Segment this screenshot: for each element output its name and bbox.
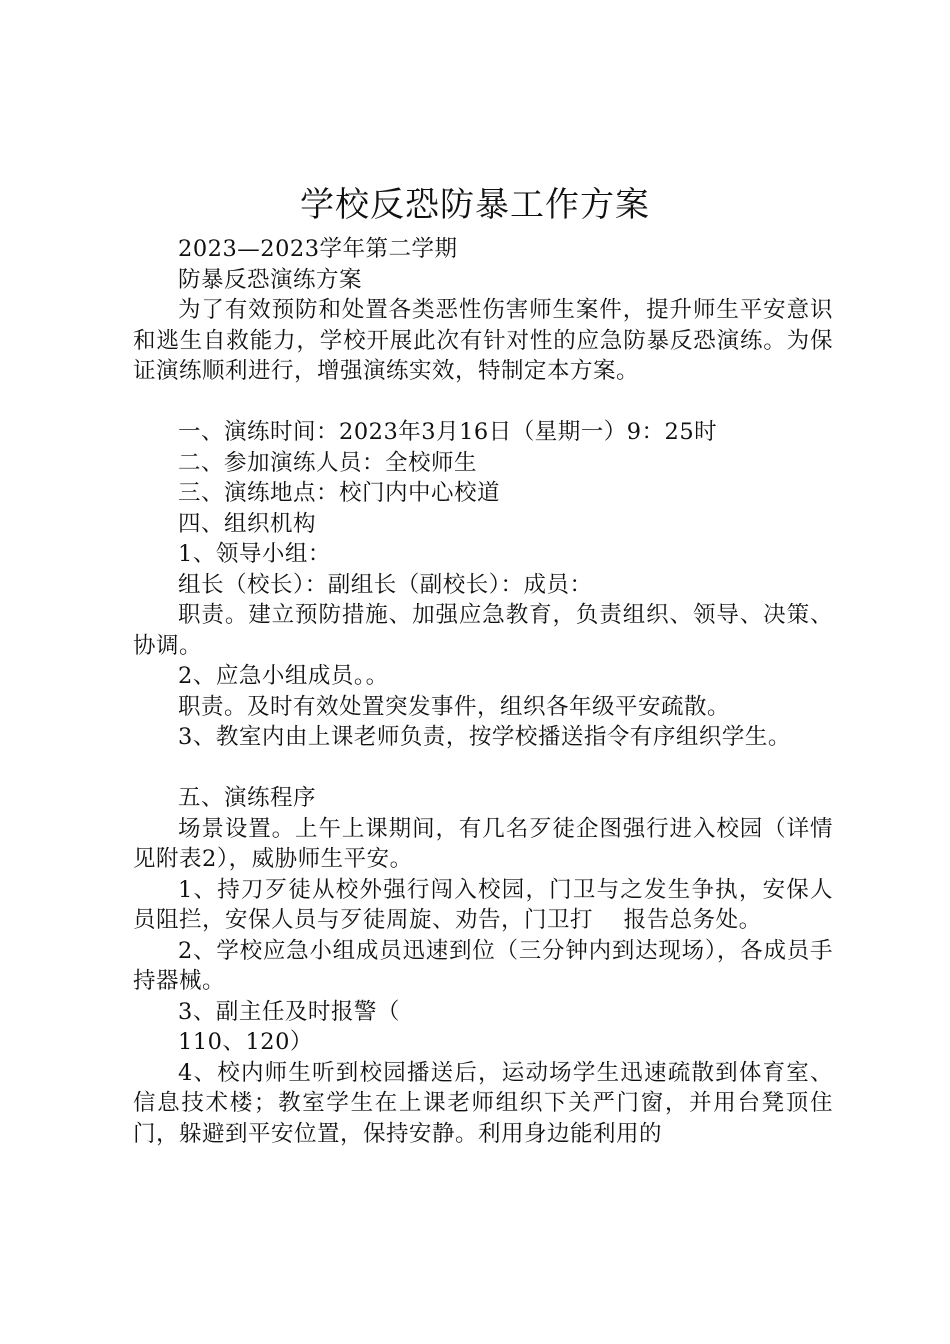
paragraph-leadership-duties: 职责。建立预防措施、加强应急教育，负责组织、领导、决策、协调。	[133, 602, 833, 659]
paragraph-step-4: 4、校内师生听到校园播送后，运动场学生迅速疏散到体育室、信息技术楼；教室学生在上课老师组织下关严门窗，并用台凳顶住门，躲避到平安位置，保持安静。利用身边能利用的	[133, 1059, 833, 1147]
blank-line	[133, 387, 833, 418]
paragraph-step-3-numbers: 110、120）	[178, 1029, 313, 1055]
paragraph-group-members: 组长（校长）：副组长（副校长）：成员：	[178, 571, 593, 598]
paragraph-subtitle: 防暴反恐演练方案	[178, 266, 363, 293]
paragraph-step-3: 3、副主任及时报警（	[178, 998, 400, 1025]
paragraph-intro: 为了有效预防和处置各类恶性伤害师生案件，提升师生平安意识和逃生自救能力，学校开展此次有针对性的应急防暴反恐演练。为保证演练顺利进行，增强演练实效，特制定本方案。	[133, 297, 833, 384]
paragraph-emergency-group: 2、应急小组成员。。	[178, 663, 389, 689]
paragraph-procedure: 五、演练程序	[178, 785, 317, 811]
paragraph-term: 2023—2023学年第二学期	[178, 236, 458, 262]
paragraph-emergency-duties: 职责。及时有效处置突发事件，组织各年级平安疏散。	[178, 693, 731, 720]
paragraph-step-1: 1、持刀歹徒从校外强行闯入校园，门卫与之发生争执，安保人员阻拦，安保人员与歹徒周旋、劝告，门卫打 报告总务处。	[133, 876, 833, 933]
paragraph-leadership-group: 1、领导小组：	[178, 541, 331, 567]
paragraph-location: 三、演练地点：校门内中心校道	[178, 480, 501, 506]
paragraph-drill-time: 一、演练时间：2023年3月16日（星期一）9：25时	[178, 419, 718, 445]
paragraph-step-2: 2、学校应急小组成员迅速到位（三分钟内到达现场），各成员手持器械。	[133, 937, 833, 994]
paragraph-organization: 四、组织机构	[178, 510, 317, 537]
blank-line	[133, 753, 833, 784]
document-title: 学校反恐防暴工作方案	[300, 185, 650, 225]
paragraph-participants: 二、参加演练人员：全校师生	[178, 449, 478, 476]
paragraph-scenario: 场景设置。上午上课期间，有几名歹徒企图强行进入校园（详情见附表2），威胁师生平安。	[133, 815, 833, 872]
paragraph-classroom-teachers: 3、教室内由上课老师负责，按学校播送指令有序组织学生。	[178, 724, 791, 750]
document-body	[133, 234, 833, 1149]
